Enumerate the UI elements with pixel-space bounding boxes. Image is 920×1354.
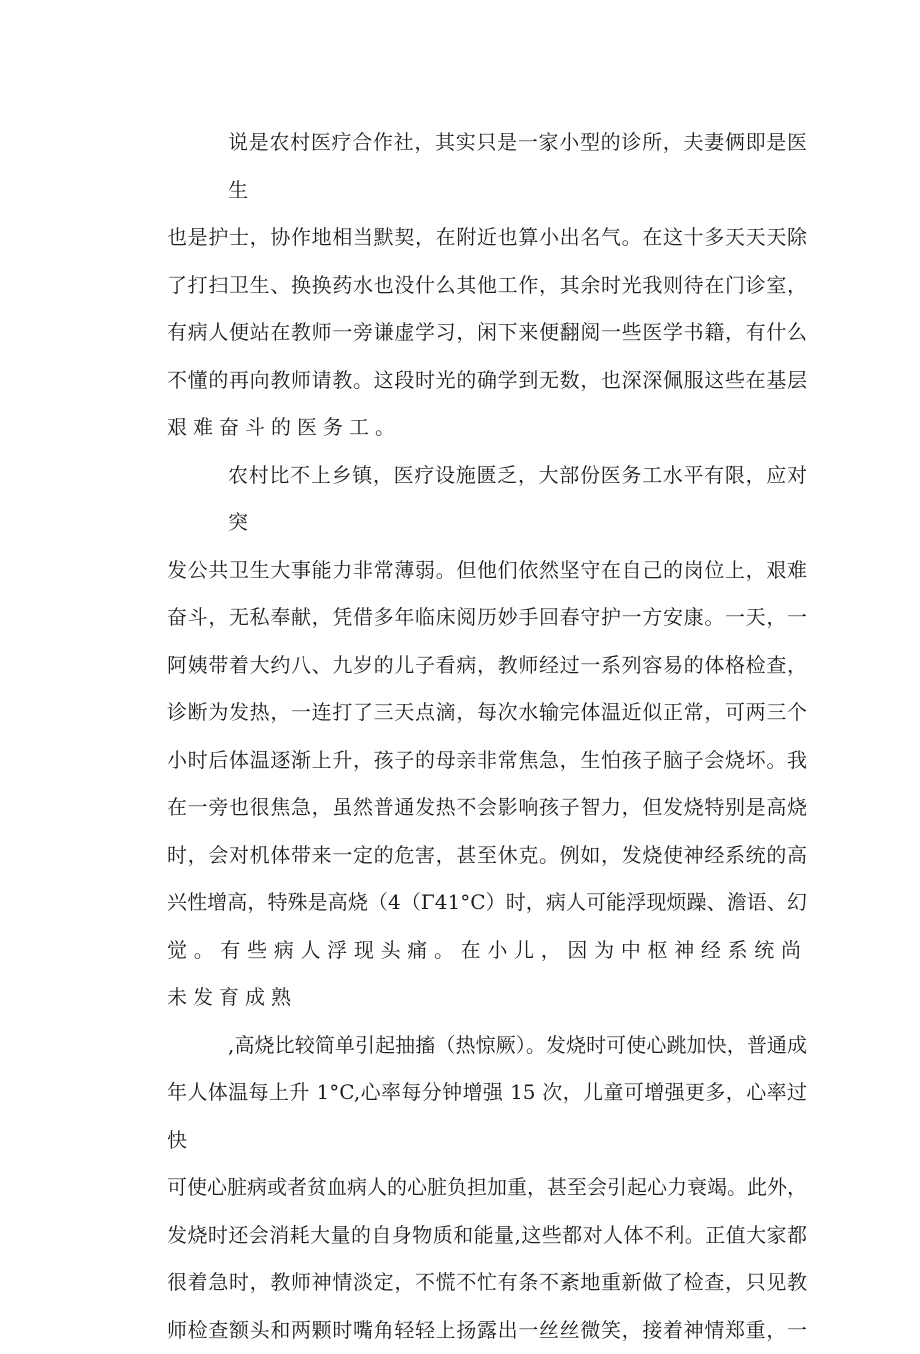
paragraph bbox=[167, 1022, 807, 1354]
text-line: 了打扫卫生、换换药水也没什么其他工作，其余时光我则待在门诊室， bbox=[167, 262, 807, 310]
text-line: 可使心脏病或者贫血病人的心脏负担加重，甚至会引起心力衰竭。此外， bbox=[167, 1164, 807, 1212]
text-line: 艰难奋斗的医务工。 bbox=[167, 404, 807, 452]
text-line: 发公共卫生大事能力非常薄弱。但他们依然坚守在自己的岗位上，艰难 bbox=[167, 547, 807, 595]
document-page bbox=[167, 119, 807, 1354]
text-line: 觉。有些病人浮现头痛。在小儿，因为中枢神经系统尚未发育成熟 bbox=[167, 927, 807, 1022]
text-line: 说是农村医疗合作社，其实只是一家小型的诊所，夫妻俩即是医生 bbox=[167, 119, 807, 214]
text-line: 诊断为发热，一连打了三天点滴，每次水输完体温近似正常，可两三个 bbox=[167, 689, 807, 737]
text-line: 不懂的再向教师请教。这段时光的确学到无数，也深深佩服这些在基层 bbox=[167, 357, 807, 405]
text-line: 很着急时，教师神情淡定，不慌不忙有条不紊地重新做了检查，只见教 bbox=[167, 1259, 807, 1307]
text-line: 也是护士，协作地相当默契，在附近也算小出名气。在这十多天天天除 bbox=[167, 214, 807, 262]
text-line: 发烧时还会消耗大量的自身物质和能量,这些都对人体不利。正值大家都 bbox=[167, 1212, 807, 1260]
paragraph bbox=[167, 119, 807, 452]
text-line: 兴性增高，特殊是高烧（4（Γ41°C）时，病人可能浮现烦躁、澹语、幻 bbox=[167, 879, 807, 927]
text-line: ,高烧比较简单引起抽搐（热惊厥）。发烧时可使心跳加快，普通成 bbox=[167, 1022, 807, 1070]
text-line: 年人体温每上升 1°C,心率每分钟增强 15 次，儿童可增强更多，心率过快 bbox=[167, 1069, 807, 1164]
text-line: 师检查额头和两颗时嘴角轻轻上扬露出一丝丝微笑，接着神情郑重，一 bbox=[167, 1307, 807, 1354]
text-line: 在一旁也很焦急，虽然普通发热不会影响孩子智力，但发烧特别是高烧 bbox=[167, 784, 807, 832]
paragraph bbox=[167, 452, 807, 1022]
text-line: 小时后体温逐渐上升，孩子的母亲非常焦急，生怕孩子脑子会烧坏。我 bbox=[167, 737, 807, 785]
text-line: 奋斗，无私奉献，凭借多年临床阅历妙手回春守护一方安康。一天，一 bbox=[167, 594, 807, 642]
text-line: 阿姨带着大约八、九岁的儿子看病，教师经过一系列容易的体格检查， bbox=[167, 642, 807, 690]
text-line: 农村比不上乡镇，医疗设施匮乏，大部份医务工水平有限，应对突 bbox=[167, 452, 807, 547]
text-line: 有病人便站在教师一旁谦虚学习，闲下来便翻阅一些医学书籍，有什么 bbox=[167, 309, 807, 357]
text-line: 时，会对机体带来一定的危害，甚至休克。例如，发烧使神经系统的高 bbox=[167, 832, 807, 880]
